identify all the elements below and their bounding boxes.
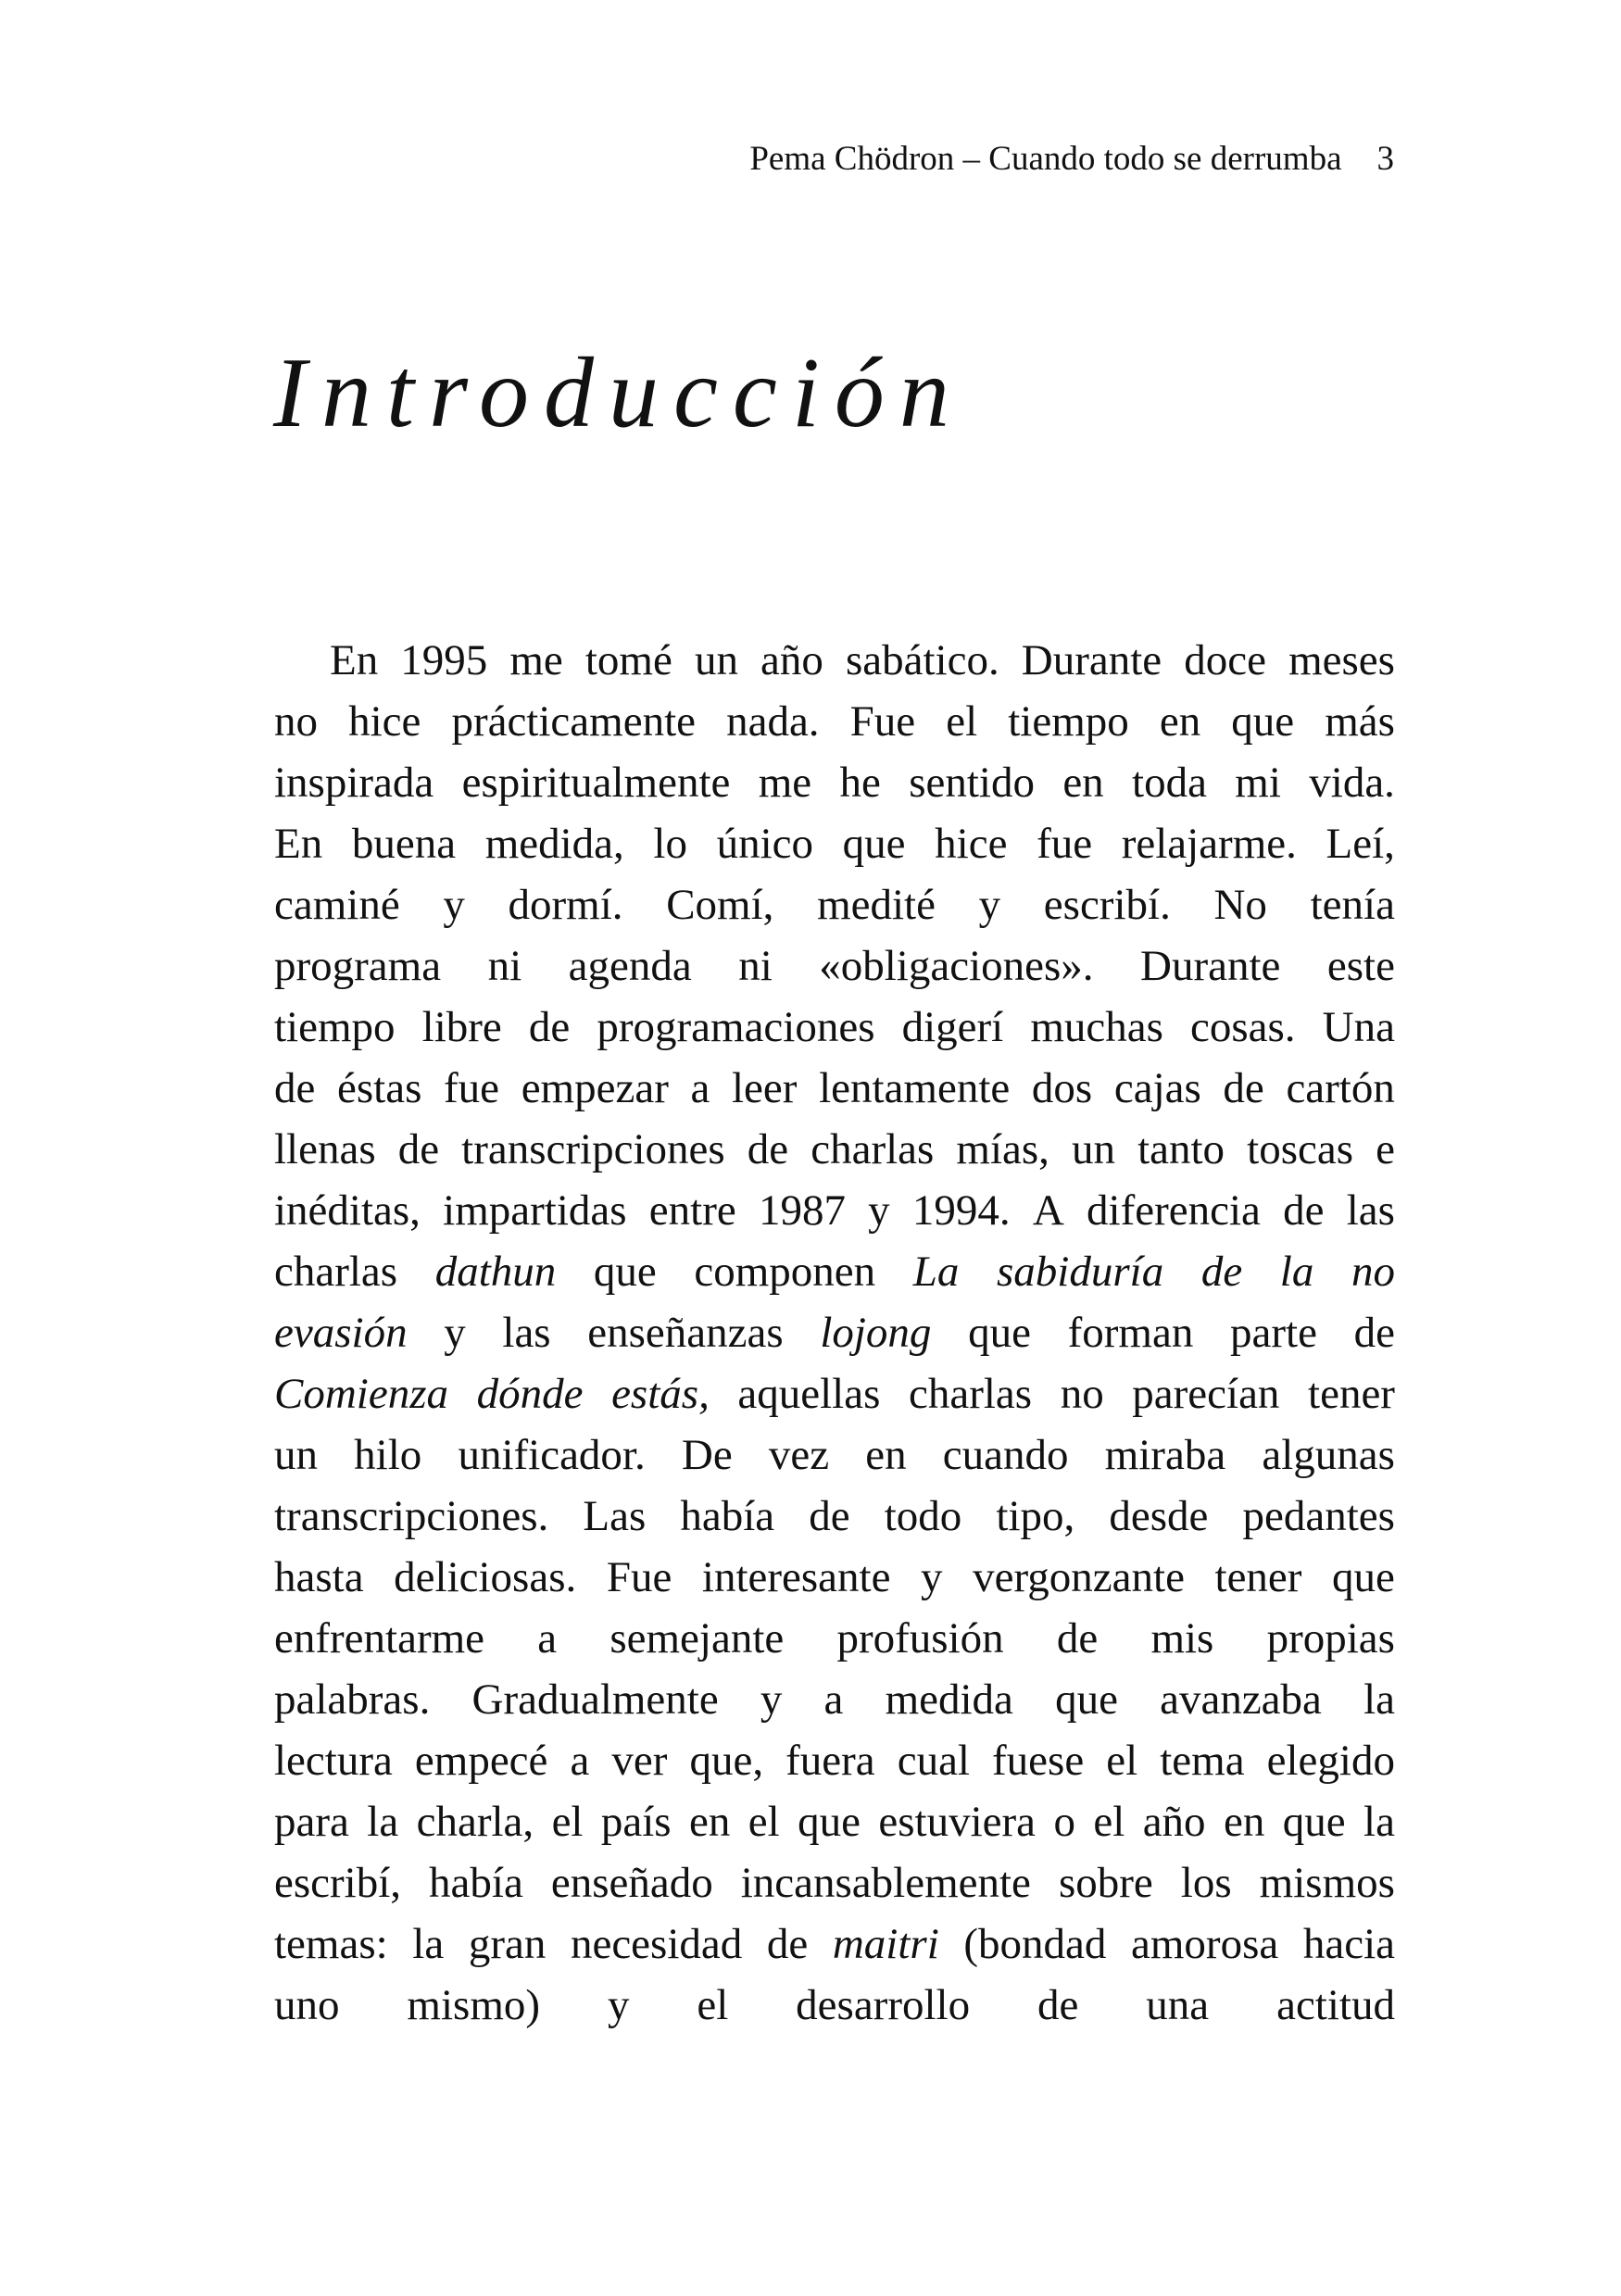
word: actitud xyxy=(1276,1981,1395,2029)
word: tener xyxy=(1308,1370,1395,1418)
word: toscas xyxy=(1247,1125,1354,1173)
word: fue xyxy=(1037,820,1093,868)
word: mis xyxy=(1150,1614,1214,1662)
word: componen xyxy=(694,1248,876,1296)
word: tenía xyxy=(1310,881,1395,929)
word: de xyxy=(528,1003,571,1051)
word: de xyxy=(274,1064,316,1112)
word: que xyxy=(842,820,906,868)
word: el xyxy=(1093,1798,1125,1846)
word: el xyxy=(748,1798,780,1846)
word: profusión xyxy=(836,1614,1004,1662)
word: Leí, xyxy=(1326,820,1395,868)
word: me xyxy=(758,759,812,807)
italic-word: sabiduría xyxy=(997,1248,1164,1296)
word: deliciosas. xyxy=(394,1553,577,1601)
word: me xyxy=(509,636,563,684)
word: había xyxy=(429,1859,523,1907)
word: charla, xyxy=(416,1798,534,1846)
word: y xyxy=(978,881,1001,929)
word: leer xyxy=(732,1064,798,1112)
word: tipo, xyxy=(996,1492,1075,1540)
word: las xyxy=(502,1309,551,1357)
word: programa xyxy=(274,942,442,990)
word: programaciones xyxy=(597,1003,875,1051)
word: doce xyxy=(1184,636,1266,684)
word: hice xyxy=(348,697,421,746)
italic-word: no xyxy=(1351,1248,1395,1296)
word: hice xyxy=(935,820,1008,868)
italic-word: maitri xyxy=(832,1920,939,1968)
word: Durante xyxy=(1140,942,1281,990)
word: (bondad xyxy=(963,1920,1107,1968)
word: la xyxy=(412,1920,445,1968)
word: Gradualmente xyxy=(471,1675,719,1724)
word: en xyxy=(689,1798,731,1846)
italic-word: la xyxy=(1279,1248,1314,1296)
page-number: 3 xyxy=(1376,140,1394,178)
word: mi xyxy=(1235,759,1281,807)
word: Una xyxy=(1322,1003,1395,1051)
word: transcripciones. xyxy=(274,1492,549,1540)
word: cartón xyxy=(1286,1064,1395,1112)
text-line xyxy=(274,1424,1395,1486)
word: el xyxy=(946,697,978,746)
word: tiempo xyxy=(1008,697,1129,746)
word: hacia xyxy=(1302,1920,1395,1968)
word: que xyxy=(968,1309,1031,1357)
text-line xyxy=(274,813,1395,874)
word: toda xyxy=(1132,759,1207,807)
word: un xyxy=(694,636,738,684)
word: tiempo xyxy=(274,1003,396,1051)
word: desde xyxy=(1109,1492,1209,1540)
word: que xyxy=(1231,697,1295,746)
word: medité xyxy=(817,881,936,929)
word: sobre xyxy=(1058,1859,1153,1907)
word: que, xyxy=(689,1737,764,1785)
word: digerí xyxy=(901,1003,1004,1051)
word: de xyxy=(1223,1064,1264,1112)
word: diferencia xyxy=(1087,1186,1261,1235)
word: el xyxy=(697,1981,729,2029)
word: el xyxy=(1106,1737,1138,1785)
word: 1995 xyxy=(400,636,488,684)
word: estuviera xyxy=(878,1798,1037,1846)
chapter-title: Introducción xyxy=(273,338,964,448)
word: gran xyxy=(468,1920,547,1968)
word: y xyxy=(607,1981,630,2029)
word: a xyxy=(570,1737,590,1785)
word: enseñado xyxy=(550,1859,713,1907)
word: de xyxy=(397,1125,440,1173)
text-line xyxy=(274,1486,1395,1547)
word: la xyxy=(367,1798,399,1846)
word: amorosa xyxy=(1131,1920,1279,1968)
word: espiritualmente xyxy=(461,759,731,807)
italic-word: Comienza xyxy=(274,1370,448,1418)
word: necesidad xyxy=(570,1920,743,1968)
word: buena xyxy=(351,820,457,868)
word: transcripciones xyxy=(461,1125,725,1173)
word: único xyxy=(716,820,814,868)
word: cuando xyxy=(942,1431,1069,1479)
word: sentido xyxy=(909,759,1035,807)
text-line xyxy=(274,1791,1395,1852)
text-line xyxy=(274,1241,1395,1302)
word: agenda xyxy=(568,942,692,990)
word: parecían xyxy=(1132,1370,1280,1418)
word: hilo xyxy=(354,1431,422,1479)
word: muchas xyxy=(1030,1003,1163,1051)
word: tener xyxy=(1214,1553,1302,1601)
word: avanzaba xyxy=(1160,1675,1322,1724)
italic-word: dónde xyxy=(476,1370,584,1418)
word: mismos xyxy=(1259,1859,1395,1907)
word: vez xyxy=(768,1431,830,1479)
word: inéditas, xyxy=(274,1186,421,1235)
italic-word: dathun xyxy=(434,1248,557,1296)
word: empecé xyxy=(414,1737,548,1785)
word: hasta xyxy=(274,1553,364,1601)
text-line xyxy=(274,630,1395,691)
word: vergonzante xyxy=(973,1553,1185,1601)
word: todo xyxy=(884,1492,962,1540)
word: de xyxy=(1037,1981,1079,2029)
word: relajarme. xyxy=(1121,820,1297,868)
word: en xyxy=(865,1431,907,1479)
word: Fue xyxy=(849,697,916,746)
word: y xyxy=(444,1309,466,1357)
word: cajas xyxy=(1113,1064,1201,1112)
word: En xyxy=(274,820,323,868)
text-line xyxy=(274,1975,1395,2036)
word: enfrentarme xyxy=(274,1614,485,1662)
word: ni xyxy=(487,942,522,990)
text-line xyxy=(274,1852,1395,1913)
word: charlas xyxy=(909,1370,1033,1418)
word: uno xyxy=(274,1981,340,2029)
text-line xyxy=(274,997,1395,1058)
text-line xyxy=(274,1547,1395,1608)
word: y xyxy=(868,1186,890,1235)
word: lentamente xyxy=(819,1064,1011,1112)
word: palabras. xyxy=(274,1675,431,1724)
word: los xyxy=(1180,1859,1232,1907)
text-line xyxy=(274,935,1395,997)
text-line xyxy=(274,1608,1395,1669)
word: empezar xyxy=(521,1064,669,1112)
word: pedantes xyxy=(1242,1492,1395,1540)
word: fue xyxy=(444,1064,500,1112)
word: de xyxy=(809,1492,850,1540)
word: que xyxy=(1332,1553,1395,1601)
word: meses xyxy=(1288,636,1395,684)
word: e xyxy=(1376,1125,1395,1173)
italic-word: La xyxy=(912,1248,960,1296)
word: miraba xyxy=(1104,1431,1226,1479)
word: país xyxy=(600,1798,672,1846)
word: cual xyxy=(897,1737,970,1785)
word: no xyxy=(1060,1370,1104,1418)
word: escribí. xyxy=(1043,881,1171,929)
word: de xyxy=(1283,1186,1325,1235)
word: las xyxy=(1346,1186,1395,1235)
word: sabático. xyxy=(845,636,999,684)
word: desarrollo xyxy=(796,1981,971,2029)
word: Durante xyxy=(1021,636,1162,684)
word: vida. xyxy=(1309,759,1395,807)
word: semejante xyxy=(609,1614,785,1662)
text-line xyxy=(274,752,1395,813)
word: éstas xyxy=(337,1064,422,1112)
word: 1994. xyxy=(911,1186,1011,1235)
text-line xyxy=(274,1913,1395,1975)
word: incansablemente xyxy=(740,1859,1031,1907)
word: impartidas xyxy=(443,1186,627,1235)
word: temas: xyxy=(274,1920,388,1968)
word: dormí. xyxy=(508,881,623,929)
word: tanto xyxy=(1137,1125,1225,1173)
word: fuera xyxy=(785,1737,875,1785)
word: llenas xyxy=(274,1125,376,1173)
word: charlas xyxy=(810,1125,935,1173)
word: charlas xyxy=(274,1248,398,1296)
word: De xyxy=(681,1431,733,1479)
text-line xyxy=(274,874,1395,935)
word: en xyxy=(1159,697,1201,746)
word: más xyxy=(1325,697,1395,746)
text-line xyxy=(274,1180,1395,1241)
word: No xyxy=(1213,881,1267,929)
word: no xyxy=(274,697,318,746)
text-line xyxy=(274,691,1395,752)
word: la xyxy=(1363,1675,1395,1724)
word: ver xyxy=(611,1737,668,1785)
word: o xyxy=(1053,1798,1075,1846)
text-line xyxy=(274,1302,1395,1363)
word: he xyxy=(839,759,881,807)
word: En xyxy=(330,636,379,684)
word: de xyxy=(1056,1614,1099,1662)
word: mías, xyxy=(956,1125,1049,1173)
word: que xyxy=(1055,1675,1118,1724)
word: año xyxy=(1142,1798,1206,1846)
word: que xyxy=(1282,1798,1346,1846)
word: que xyxy=(798,1798,861,1846)
word: Fue xyxy=(606,1553,672,1601)
text-line xyxy=(274,1058,1395,1119)
word: ni xyxy=(738,942,773,990)
text-line xyxy=(274,1669,1395,1730)
word: y xyxy=(760,1675,783,1724)
word: libre xyxy=(421,1003,502,1051)
word: lo xyxy=(653,820,687,868)
word: el xyxy=(551,1798,584,1846)
word: a xyxy=(690,1064,710,1112)
running-header xyxy=(749,139,1394,180)
word: forman xyxy=(1067,1309,1194,1357)
word: prácticamente xyxy=(451,697,696,746)
word: algunas xyxy=(1262,1431,1395,1479)
word: escribí, xyxy=(274,1859,402,1907)
italic-word: estás, xyxy=(611,1370,710,1418)
running-title: Pema Chödron – Cuando todo se derrumba xyxy=(749,140,1342,178)
word: propias xyxy=(1266,1614,1395,1662)
body-paragraph xyxy=(274,630,1395,2036)
word: mismo) xyxy=(407,1981,541,2029)
word: Comí, xyxy=(666,881,774,929)
text-line xyxy=(274,1119,1395,1180)
word: lectura xyxy=(274,1737,393,1785)
word: parte xyxy=(1230,1309,1317,1357)
text-line xyxy=(274,1363,1395,1424)
word: a xyxy=(823,1675,844,1724)
word: 1987 xyxy=(758,1186,846,1235)
italic-word: lojong xyxy=(820,1309,932,1357)
word: enseñanzas xyxy=(587,1309,784,1357)
word: una xyxy=(1146,1981,1210,2029)
word: tomé xyxy=(584,636,672,684)
word: medida, xyxy=(484,820,624,868)
word: entre xyxy=(648,1186,736,1235)
text-line xyxy=(274,1730,1395,1791)
word: la xyxy=(1363,1798,1395,1846)
word: de xyxy=(1353,1309,1395,1357)
word: para xyxy=(274,1798,349,1846)
word: y xyxy=(443,881,465,929)
word: interesante xyxy=(701,1553,891,1601)
word: en xyxy=(1223,1798,1265,1846)
word: inspirada xyxy=(274,759,434,807)
word: aquellas xyxy=(737,1370,881,1418)
word: un xyxy=(1072,1125,1115,1173)
word: había xyxy=(680,1492,775,1540)
word: que xyxy=(593,1248,657,1296)
word: de xyxy=(747,1125,789,1173)
word: unificador. xyxy=(458,1431,646,1479)
italic-word: evasión xyxy=(274,1309,408,1357)
word: tema xyxy=(1160,1737,1245,1785)
word: medida xyxy=(885,1675,1013,1724)
word: cosas. xyxy=(1190,1003,1296,1051)
word: caminé xyxy=(274,881,400,929)
word: en xyxy=(1062,759,1104,807)
word: este xyxy=(1326,942,1395,990)
word: de xyxy=(766,1920,809,1968)
word: «obligaciones». xyxy=(819,942,1094,990)
word: a xyxy=(537,1614,558,1662)
word: elegido xyxy=(1266,1737,1395,1785)
italic-word: de xyxy=(1200,1248,1243,1296)
word: y xyxy=(921,1553,943,1601)
word: año xyxy=(760,636,823,684)
word: nada. xyxy=(726,697,820,746)
word: A xyxy=(1032,1186,1064,1235)
word: fuese xyxy=(992,1737,1085,1785)
word: un xyxy=(274,1431,318,1479)
word: dos xyxy=(1031,1064,1093,1112)
word: Las xyxy=(583,1492,647,1540)
